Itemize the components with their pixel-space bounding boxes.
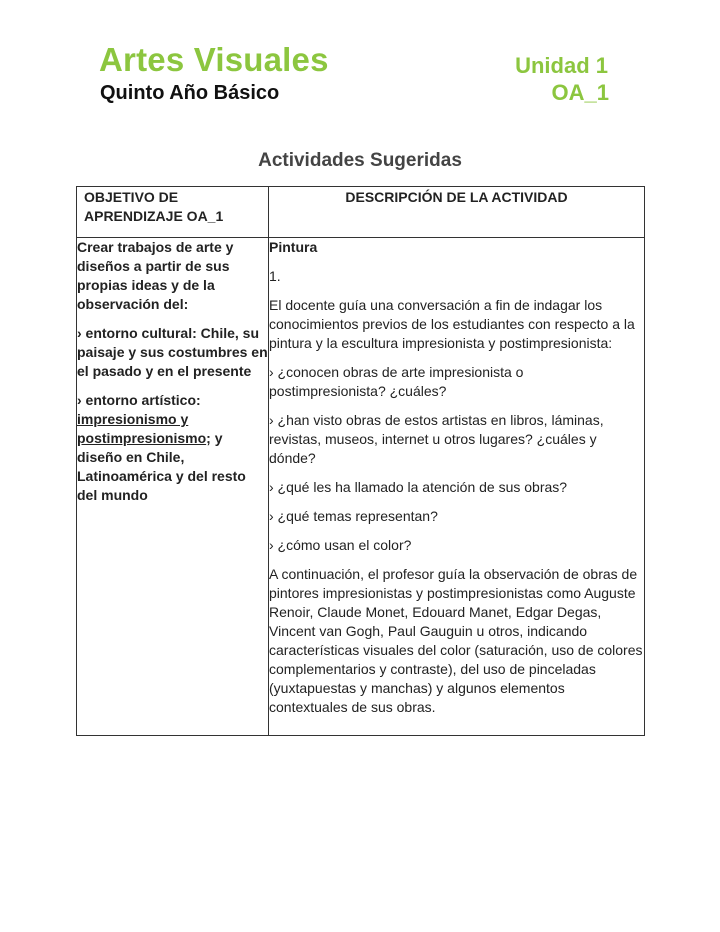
objective-intro: Crear trabajos de arte y diseños a partir de sus propias ideas y de la observación del: (77, 239, 234, 312)
question-item: › ¿qué temas representan? (269, 508, 438, 524)
oa-label: OA_1 (551, 80, 609, 105)
activity-intro: El docente guía una conversación a fin de indagar los conocimientos previos de los estudiantes con respecto a la pintura y la escultura impresionista y postimpresionista: (269, 297, 635, 351)
objective-cell (77, 238, 269, 736)
activity-number: 1. (269, 268, 281, 284)
section-title: Actividades Sugeridas (258, 150, 462, 171)
table-row (77, 238, 645, 736)
activity-closing: A continuación, el profesor guía la observación de obras de pintores impresionistas y postimpresionistas como Auguste Renoir, Claude Monet, Edouard Manet, Edgar Degas, Vincent van Gogh, Paul Gauguin u otros, indicando características visuales del color (saturación, uso de colores complementarios y contraste), del uso de pinceladas (yuxtapuestas y manchas) y algunos elementos contextuales de sus obras. (269, 566, 643, 715)
question-item: › ¿qué les ha llamado la atención de sus obras? (269, 479, 568, 495)
objective-item-cultural: › entorno cultural: Chile, su paisaje y sus costumbres en el pasado y en el presente (77, 325, 268, 379)
question-item: › ¿cómo usan el color? (269, 537, 412, 553)
objective-item-artistic-suffix: ; y diseño en Chile, Latinoamérica y del resto del mundo (77, 430, 246, 503)
objective-item-artistic (77, 391, 268, 505)
question-item: › ¿conocen obras de arte impresionista o postimpresionista? ¿cuáles? (269, 364, 524, 399)
description-cell (269, 238, 645, 736)
grade-subtitle: Quinto Año Básico (100, 82, 280, 104)
description-header: DESCRIPCIÓN DE LA ACTIVIDAD (269, 187, 645, 238)
table-header-row (77, 187, 645, 238)
objective-item-artistic-prefix: › entorno artístico: (77, 392, 201, 408)
impresionismo-link[interactable]: impresionismo y postimpresionismo (77, 411, 207, 446)
question-item: › ¿han visto obras de estos artistas en libros, láminas, revistas, museos, internet u otros lugares? ¿cuáles y dónde? (269, 412, 604, 466)
objective-header: OBJETIVO DE APRENDIZAJE OA_1 (77, 187, 269, 238)
unit-label: Unidad 1 (515, 53, 608, 78)
subject-title: Artes Visuales (99, 41, 329, 78)
activity-category: Pintura (269, 239, 318, 255)
activities-table (76, 186, 645, 736)
